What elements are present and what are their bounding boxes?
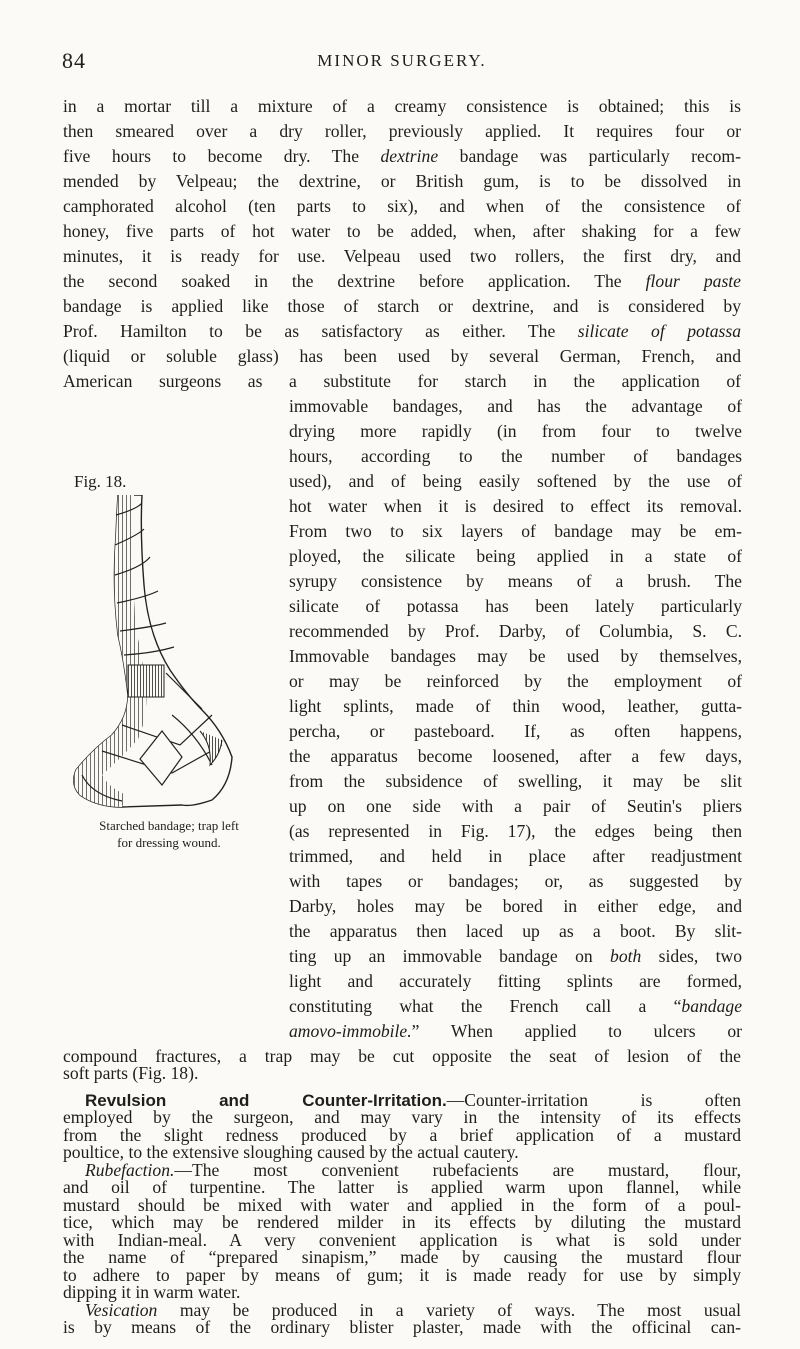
figure-label: Fig. 18. — [74, 472, 127, 491]
text-line: light and accurately fitting splints are formed, — [289, 971, 742, 991]
page-header — [62, 48, 742, 78]
text-line: drying more rapidly (in from four to twelve — [289, 421, 742, 441]
text-line: then smeared over a dry roller, previously applied. It requires four or — [63, 121, 741, 141]
text-line: Prof. Hamilton to be as satisfactory as either. The silicate of potassa — [63, 321, 741, 341]
text-line: hours, according to the number of bandages — [289, 446, 742, 466]
text-line: is by means of the ordinary blister plaster, made with the officinal can- — [63, 1317, 741, 1337]
text-line: poultice, to the extensive sloughing caused by the actual cautery. — [63, 1142, 519, 1163]
text-line: honey, five parts of hot water to be added, when, after shaking for a few — [63, 221, 741, 241]
text-line: tice, which may be rendered milder in its effects by diluting the mustard — [63, 1212, 741, 1233]
figure-starched-bandage — [62, 495, 274, 817]
text-line: the name of “prepared sinapism,” made by causing the mustard flour — [63, 1247, 741, 1268]
text-line: From two to six layers of bandage may be em- — [289, 521, 742, 541]
text-line: in a mortar till a mixture of a creamy consistence is obtained; this is — [63, 96, 741, 116]
text-line: bandage is applied like those of starch or dextrine, and is considered by — [63, 296, 741, 316]
text-line: amovo-immobile.” When applied to ulcers or — [289, 1021, 742, 1041]
text-line: with Indian-meal. A very convenient application is what is sold under — [63, 1229, 741, 1250]
text-line: constituting what the French call a “bandage — [289, 996, 742, 1016]
bandaged-leg-illustration — [62, 495, 274, 817]
text-line: immovable bandages, and has the advantage of — [289, 396, 742, 416]
text-line: compound fractures, a trap may be cut opposite the seat of lesion of the — [63, 1046, 741, 1066]
text-line: up on one side with a pair of Seutin's pliers — [289, 796, 742, 816]
text-line: employed by the surgeon, and may vary in the intensity of its effects — [63, 1107, 741, 1128]
running-title: MINOR SURGERY. — [317, 51, 487, 70]
text-line: five hours to become dry. The dextrine bandage was particularly recom- — [63, 146, 741, 166]
text-line: syrupy consistence by means of a brush. The — [289, 571, 742, 591]
figure-caption — [60, 817, 278, 851]
text-line: the apparatus become loosened, after a few days, — [289, 746, 742, 766]
text-line: ting up an immovable bandage on both sides, two — [289, 946, 742, 966]
text-line: used), and of being easily softened by the use of — [289, 471, 742, 491]
text-line: dipping it in warm water. — [63, 1282, 241, 1303]
text-line: mustard should be mixed with water and applied in the form of a poul- — [63, 1194, 741, 1215]
section-heading-line: Revulsion and Counter-Irritation.—Counter-irritation is often — [85, 1089, 741, 1110]
text-line: Immovable bandages may be used by themselves, — [289, 646, 742, 666]
text-line: American surgeons as a substitute for starch in the application of — [63, 371, 741, 391]
text-line: Vesication may be produced in a variety of ways. The most usual — [85, 1299, 741, 1320]
text-line: the second soaked in the dextrine before application. The flour paste — [63, 271, 741, 291]
text-line: trimmed, and held in place after readjustment — [289, 846, 742, 866]
text-line: Rubefaction.—The most convenient rubefacients are mustard, flour, — [85, 1159, 741, 1180]
caption-line: Starched bandage; trap left — [99, 818, 239, 833]
page-number: 84 — [62, 48, 86, 73]
caption-line: for dressing wound. — [117, 835, 221, 850]
text-line: and oil of turpentine. The latter is applied warm upon flannel, while — [63, 1177, 741, 1198]
text-line: ployed, the silicate being applied in a state of — [289, 546, 742, 566]
text-line: minutes, it is ready for use. Velpeau used two rollers, the first dry, and — [63, 246, 741, 266]
text-line: or may be reinforced by the employment of — [289, 671, 742, 691]
text-line: to adhere to paper by means of gum; it is made ready for use by simply — [63, 1264, 741, 1285]
text-line: hot water when it is desired to effect its removal. — [289, 496, 742, 516]
text-line: mended by Velpeau; the dextrine, or British gum, is to be dissolved in — [63, 171, 741, 191]
text-line: (as represented in Fig. 17), the edges being then — [289, 821, 742, 841]
text-line: recommended by Prof. Darby, of Columbia, S. C. — [289, 621, 742, 641]
text-line: from the subsidence of swelling, it may be slit — [289, 771, 742, 791]
text-line: percha, or pasteboard. If, as often happens, — [289, 721, 742, 741]
text-line: from the slight redness produced by a brief application of a mustard — [63, 1124, 741, 1145]
text-line: Darby, holes may be bored in either edge, and — [289, 896, 742, 916]
section-heading: Revulsion and Counter-Irritation. — [85, 1090, 447, 1110]
text-line: light splints, made of thin wood, leather, gutta- — [289, 696, 742, 716]
text-line: silicate of potassa has been lately particularly — [289, 596, 742, 616]
text-line: the apparatus then laced up as a boot. By slit- — [289, 921, 742, 941]
text-line: camphorated alcohol (ten parts to six), and when of the consistence of — [63, 196, 741, 216]
text-line: soft parts (Fig. 18). — [63, 1063, 199, 1084]
text-line: (liquid or soluble glass) has been used by several German, French, and — [63, 346, 741, 366]
text-line: with tapes or bandages; or, as suggested by — [289, 871, 742, 891]
